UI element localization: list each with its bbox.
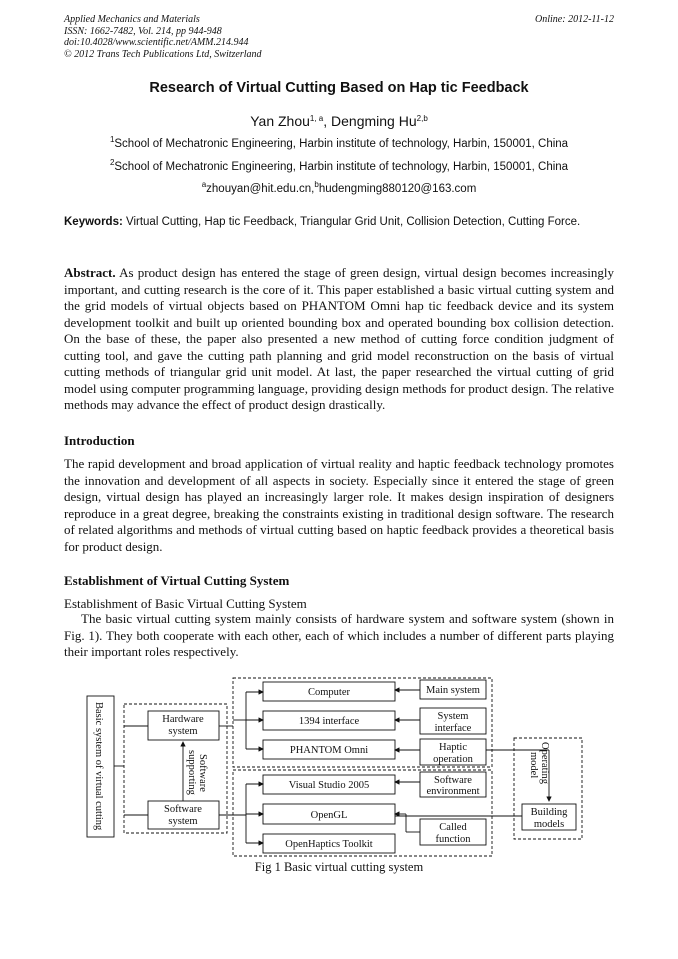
haptic-operation-label: operation (433, 754, 473, 765)
hardware-system-label: Hardware (162, 714, 204, 725)
subsection-heading: Establishment of Basic Virtual Cutting System (64, 596, 307, 611)
author-sup: 1, a (309, 114, 324, 123)
called-function-label: Called (439, 822, 467, 833)
abstract-label: Abstract. (64, 265, 116, 280)
section-heading: Establishment of Virtual Cutting System (64, 573, 290, 588)
interface-1394-label: 1394 interface (298, 716, 360, 727)
introduction-text: The rapid development and broad application of virtual reality and haptic feedback technology promotes the innovation and development of all aspects in society. Especially since it entered the stage of green design, virtual design has played an increasingly larger role. It makes design inspiration of designers reproduce in a great degree, breaking the constraints existing in traditional design software. The research of related algorithms and methods of virtual cutting based on haptic feedback provides a theoretical basis for product design. (64, 456, 614, 554)
figure-caption: Fig 1 Basic virtual cutting system (254, 860, 424, 874)
basic-system-label: Basic system of virtual cutting (93, 702, 104, 831)
keywords (64, 214, 614, 230)
keywords-text: Virtual Cutting, Hap tic Feedback, Triangular Grid Unit, Collision Detection, Cutting Force. (122, 216, 581, 228)
section-text: The basic virtual cutting system mainly consists of hardware system and software system (shown in Fig. 1). They both cooperate with each other, each of which includes a number of different parts playing their important roles respectively. (64, 611, 614, 659)
operating-model-label: model (528, 752, 539, 779)
copyright-line: © 2012 Trans Tech Publications Ltd, Switzerland (64, 48, 262, 60)
computer-label: Computer (308, 687, 350, 698)
software-supporting-label: Software (197, 754, 208, 792)
affiliation-text: School of Mechatronic Engineering, Harbin institute of technology, Harbin, 150001, China (114, 138, 569, 150)
author-line (0, 113, 678, 129)
abstract (64, 265, 614, 414)
journal-name: Applied Mechanics and Materials (64, 14, 200, 25)
building-models-label: models (533, 819, 565, 830)
system-interface-label: System (437, 711, 469, 722)
doi-line: doi:10.4028/www.scientific.net/AMM.214.944 (64, 37, 249, 48)
affiliation-sup: 2 (109, 158, 115, 167)
hardware-system-label: system (168, 726, 198, 737)
figure-1-diagram (86, 676, 586, 858)
software-system-label: system (168, 816, 198, 827)
affiliation-text: School of Mechatronic Engineering, Harbin institute of technology, Harbin, 150001, China (114, 161, 569, 173)
affiliation-2 (0, 158, 678, 173)
system-interface-label: interface (434, 723, 472, 734)
operating-model-label: Operating (539, 742, 550, 784)
abstract-text: As product design has entered the stage of green design, virtual design becomes increasingly important, and cutting research is the core of it. This paper established a basic virtual cutting system and the grid models of virtual objects based on PHANTOM Omni hap tic feedback device and its system development toolkit and built up oriented bounding box and operated bounding box collision detection. On the base of these, the paper also presented a new method of cutting force condition judgment of cutting tool, and gave the cutting path planning and grid model reconstruction on the basis of virtual cutting methods of triangular grid unit model. At last, the paper researched the virtual cutting of grid model using computer programming language, providing design methods for product design. The relative methods may advance the effect of product design drastically. (64, 265, 614, 412)
email-line (0, 180, 678, 195)
affiliation-sup: 1 (109, 135, 115, 144)
called-function-label: function (435, 834, 471, 845)
email-sup: a (201, 180, 207, 189)
visual-studio-label: Visual Studio 2005 (288, 780, 370, 791)
software-supporting-label: supporting (186, 750, 197, 795)
keywords-label: Keywords: (64, 216, 123, 228)
opengl-label: OpenGL (310, 810, 348, 821)
haptic-operation-label: Haptic (439, 742, 467, 753)
email-link[interactable]: zhouyan@hit.edu.cn, (206, 183, 315, 195)
software-environment-label: Software (434, 775, 472, 786)
building-models-label: Building (530, 807, 568, 818)
main-system-label: Main system (426, 685, 480, 696)
email-link[interactable]: hudengming880120@163.com (318, 183, 477, 195)
paper-title: Research of Virtual Cutting Based on Hap tic Feedback (149, 80, 529, 96)
author-name: Yan Zhou (250, 113, 310, 129)
openhaptics-label: OpenHaptics Toolkit (285, 839, 373, 850)
issn-line: ISSN: 1662-7482, Vol. 214, pp 944-948 (64, 25, 222, 37)
phantom-label: PHANTOM Omni (289, 745, 369, 756)
introduction-heading: Introduction (64, 433, 135, 448)
journal-header (64, 14, 614, 60)
affiliation-1 (0, 135, 678, 150)
email-sup: b (314, 180, 319, 189)
software-environment-label: environment (426, 786, 480, 797)
author-sup: 2,b (416, 114, 428, 123)
author-separator: , (323, 113, 332, 129)
online-date: Online: 2012-11-12 (535, 14, 614, 25)
author-name: Dengming Hu (331, 113, 417, 129)
software-system-label: Software (164, 804, 202, 815)
